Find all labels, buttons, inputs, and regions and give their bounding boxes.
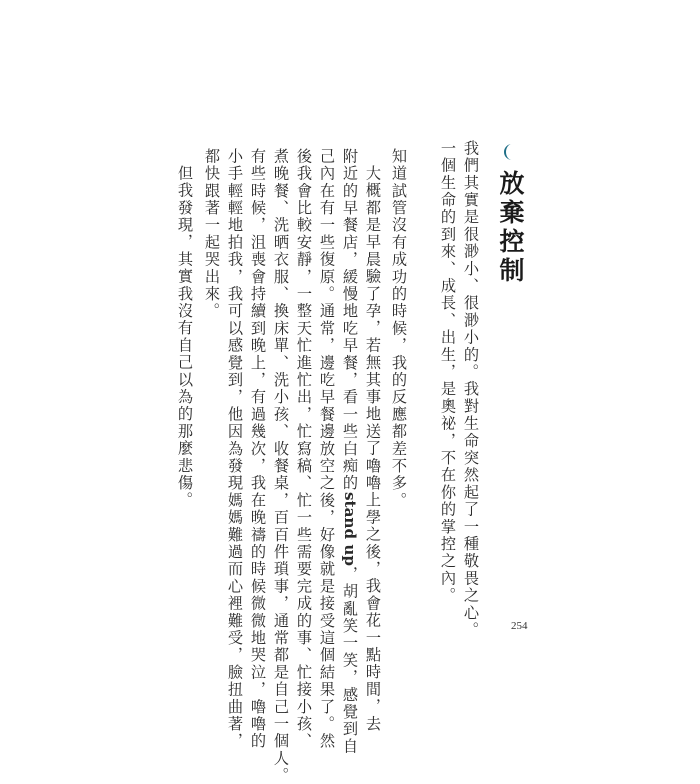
- body-line: 煮晚餐、洗晒衣服、換床單、洗小孩、收餐桌，百百件瑣事，通常都是自己一個人。: [272, 148, 290, 784]
- body-line: [340, 148, 359, 755]
- intro-line-2: 一個生命的到來、成長、出生，是奧祕，不在你的掌控之內。: [439, 140, 457, 605]
- body-line: 知道試管沒有成功的時候，我的反應都差不多。: [390, 148, 408, 510]
- body-line: 但我發現，其實我沒有自己以為的那麼悲傷。: [176, 165, 194, 509]
- intro-line-1: 我們其實是很渺小、很渺小的。我對生命突然起了一種敬畏之心。: [462, 140, 480, 639]
- body-line: 有些時候，沮喪會持續到晚上，有過幾次，我在晚禱的時候微微地哭泣，嚕嚕的: [249, 148, 267, 750]
- section-title: 放棄控制: [496, 170, 525, 286]
- body-line-text: 附近的早餐店，緩慢地吃早餐，看一些白痴的: [341, 148, 359, 492]
- body-line: 小手輕輕地拍我，我可以感覺到，他因為發現媽媽難過而心裡難受，臉扭曲著，: [226, 148, 244, 750]
- body-line: 己內在有一些復原。通常，邊吃早餐邊放空之後，好像就是接受這個結果了。然: [318, 148, 336, 750]
- body-line: 後我會比較安靜，一整天忙進忙出，忙寫稿、忙一些需要完成的事、忙接小孩、: [295, 148, 313, 750]
- crescent-moon-icon: [500, 142, 520, 162]
- body-line-latin: stand up: [341, 492, 359, 567]
- body-line-text: ，胡亂笑一笑，感覺到自: [341, 566, 359, 756]
- body-line: 都快跟著一起哭出來。: [203, 148, 221, 320]
- page-number: 254: [511, 620, 528, 632]
- body-line: 大概都是早晨驗了孕，若無其事地送了嚕嚕上學之後，我會花一點時間，去: [364, 165, 382, 733]
